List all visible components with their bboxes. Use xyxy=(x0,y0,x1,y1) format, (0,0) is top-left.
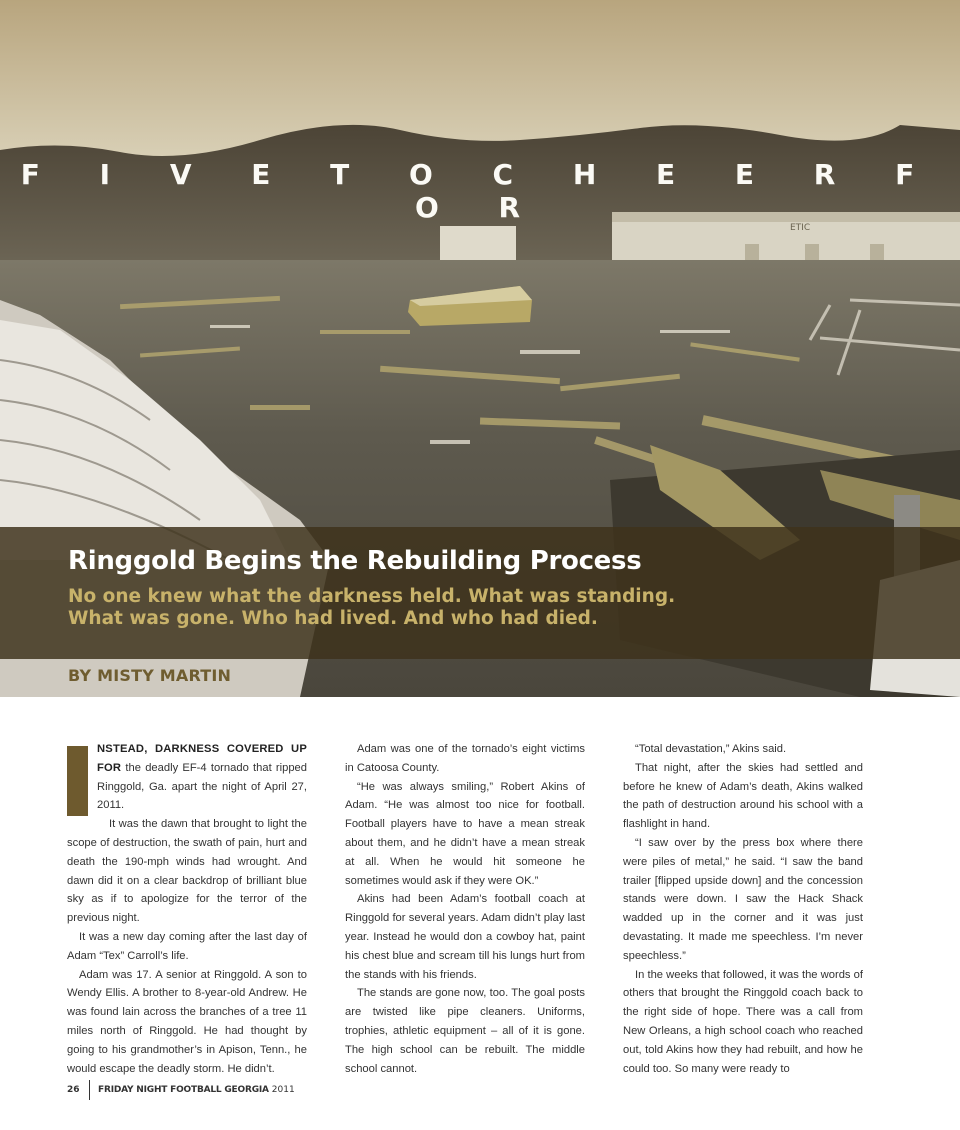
page-footer xyxy=(67,1080,295,1100)
article-column-1 xyxy=(67,740,307,1078)
paragraph: It was a new day coming after the last day of Adam “Tex” Carroll’s life. xyxy=(67,930,307,962)
publication-name: FRIDAY NIGHT FOOTBALL GEORGIA xyxy=(98,1085,269,1095)
deck-line-2: What was gone. Who had lived. And who had died. xyxy=(68,608,598,629)
paragraph: The stands are gone now, too. The goal posts are twisted like pipe cleaners. Uniforms, trophies, athletic equipment – all of it is gone. The high school can be rebuilt. The middle school cannot. xyxy=(345,987,585,1075)
publication-year: 2011 xyxy=(271,1085,295,1095)
deck-line-1: No one knew what the darkness held. What was standing. xyxy=(68,586,676,607)
paragraph: Akins had been Adam’s football coach at Ringgold for several years. Adam didn’t play last year. Instead he would don a cowboy hat, paint his chest blue and scream till his lungs hurt from the stands with his friends. xyxy=(345,893,585,981)
article-deck xyxy=(68,586,828,630)
lead-in: NSTEAD, DARKNESS COVERED UP FOR xyxy=(97,743,307,774)
section-kicker: F I V E T O C H E E R F O R xyxy=(20,158,940,224)
paragraph: In the weeks that followed, it was the words of others that brought the Ringgold coach back to the right side of hope. There was a call from New Orleans, a high school coach who reached out, told Akins how they had rebuilt, and how he could too. So many were ready to xyxy=(623,968,863,1075)
article-column-2 xyxy=(345,740,585,1078)
footer-divider xyxy=(89,1080,91,1100)
paragraph: That night, after the skies had settled and before he knew of Adam’s death, Akins walked the path of destruction around his school with a flashlight in hand. xyxy=(623,761,863,831)
paragraph xyxy=(67,740,307,815)
building-sign: ETIC xyxy=(790,223,811,233)
paragraph: It was the dawn that brought to light the scope of destruction, the swath of pain, hurt and death the 190-mph winds had wrought. And dawn did it on a clear backdrop of brilliant blue sky as if to apologize for the terror of the previous night. xyxy=(67,818,307,925)
paragraph: “I saw over by the press box where there were piles of metal,” he said. “I saw the band trailer [flipped upside down] and the concession stands were down. I saw the Hack Shack wadded up in the corner and it was just devastating. It made me speechless. I’m never speechless.” xyxy=(623,836,863,962)
article-column-3 xyxy=(623,740,863,1078)
paragraph: Adam was one of the tornado’s eight victims in Catoosa County. xyxy=(345,743,585,774)
page-number: 26 xyxy=(67,1085,80,1095)
article-headline: Ringgold Begins the Rebuilding Process xyxy=(68,546,642,576)
paragraph: “Total devastation,” Akins said. xyxy=(635,743,787,755)
paragraph: Adam was 17. A senior at Ringgold. A son to Wendy Ellis. A brother to 8-year-old Andrew. He was found lain across the branches of a tree 11 miles north of Ringgold. He had thought by going to his grandmother’s in Apison, Tenn., he would escape the deadly storm. He didn’t. xyxy=(67,968,307,1075)
byline: BY MISTY MARTIN xyxy=(68,666,232,685)
paragraph: “He was always smiling,” Robert Akins of Adam. “He was almost too nice for football. Football players have to have a mean streak about them, and he didn’t have a mean streak at all. When he would hit someone he sometimes would ask if they were OK.” xyxy=(345,780,585,887)
lead-in-rest: the deadly EF-4 tornado that ripped Ringgold, Ga. apart the night of April 27, 2011. xyxy=(97,761,307,812)
dropcap-i xyxy=(67,746,88,816)
